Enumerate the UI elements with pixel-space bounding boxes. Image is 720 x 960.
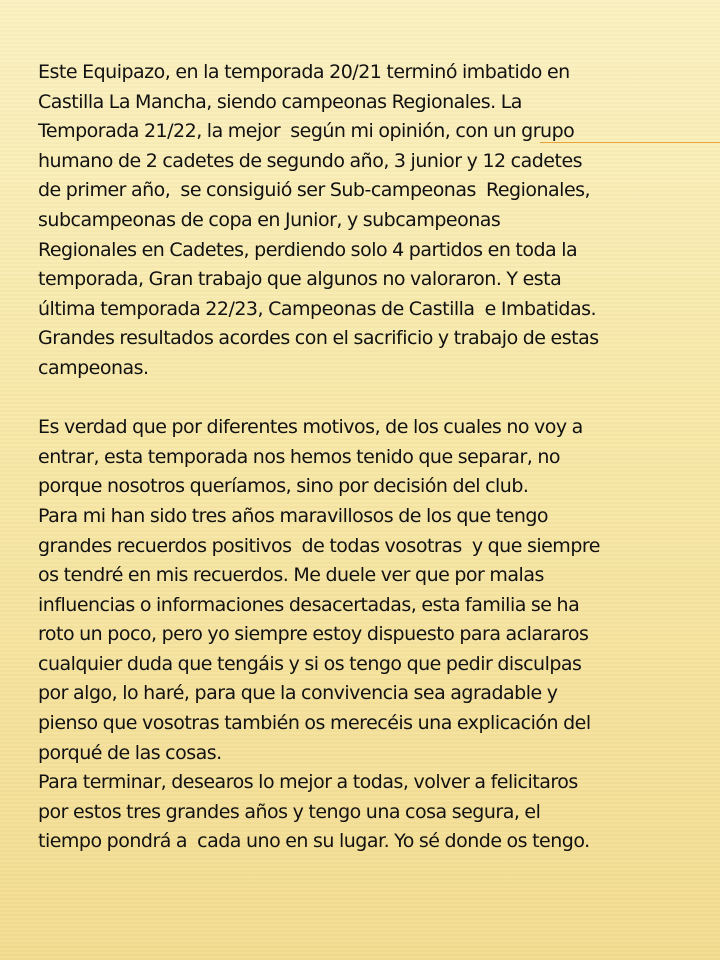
text-line: humano de 2 cadetes de segundo año, 3 junior y 12 cadetes (38, 149, 583, 172)
text-line: Regionales en Cadetes, perdiendo solo 4 partidos en toda la (38, 238, 578, 261)
text-line: grandes recuerdos positivos de todas vosotras y que siempre (38, 534, 600, 557)
text-line: Temporada 21/22, la mejor según mi opinión, con un grupo (38, 120, 575, 143)
text-line: cualquier duda que tengáis y si os tengo que pedir disculpas (38, 652, 582, 675)
text-line: porque nosotros queríamos, sino por decisión del club. (38, 475, 529, 498)
text-line: influencias o informaciones desacertadas, esta familia se ha (38, 593, 580, 616)
text-line: Este Equipazo, en la temporada 20/21 terminó imbatido en (38, 61, 570, 83)
text-line: de primer año, se consiguió ser Sub-campeonas Regionales, (38, 179, 591, 202)
text-line: tiempo pondrá a cada uno en su lugar. Yo sé donde os tengo. (38, 830, 590, 853)
text-line: Para mi han sido tres años maravillosos de los que tengo (38, 504, 549, 527)
text-line: subcampeonas de copa en Junior, y subcampeonas (38, 208, 501, 231)
text-line: os tendré en mis recuerdos. Me duele ver que por malas (38, 564, 544, 587)
text-line: última temporada 22/23, Campeonas de Castilla e Imbatidas. (38, 297, 597, 320)
text-line: campeonas. (38, 356, 149, 379)
text-line: Es verdad que por diferentes motivos, de los cuales no voy a (38, 416, 583, 439)
text-line: roto un poco, pero yo siempre estoy dispuesto para aclararos (38, 623, 589, 646)
text-line: porqué de las cosas. (38, 741, 222, 764)
text-line: por algo, lo haré, para que la convivencia sea agradable y (38, 682, 558, 705)
text-line: por estos tres grandes años y tengo una cosa segura, el (38, 800, 541, 823)
blank-line (38, 384, 698, 414)
text-line: temporada, Gran trabajo que algunos no valoraron. Y esta (38, 268, 562, 291)
text-line: Castilla La Mancha, siendo campeonas Regionales. La (38, 90, 522, 113)
text-line: entrar, esta temporada nos hemos tenido que separar, no (38, 445, 561, 468)
text-line: Grandes resultados acordes con el sacrificio y trabajo de estas (38, 327, 599, 350)
text-line: pienso que vosotras también os merecéis una explicación del (38, 712, 591, 735)
letter-text (38, 58, 698, 857)
text-line: Para terminar, desearos lo mejor a todas, volver a felicitaros (38, 771, 578, 794)
